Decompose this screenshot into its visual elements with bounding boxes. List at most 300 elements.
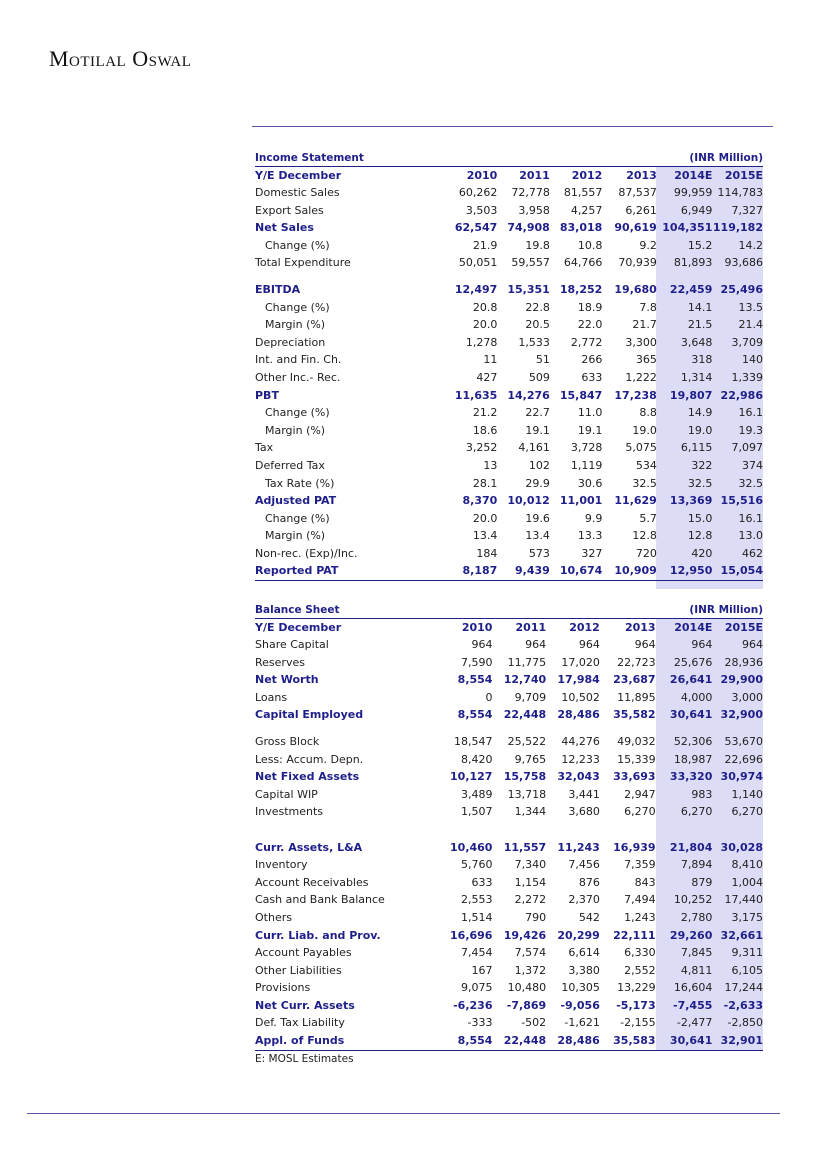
cell-value: -333: [467, 1016, 493, 1030]
table-row: [255, 909, 763, 927]
cell-value: 5,760: [460, 858, 493, 872]
cell-value: 8,554: [441, 1032, 493, 1050]
cell-value: 15.0: [687, 511, 713, 525]
cell-value: 13.3: [577, 529, 603, 543]
cell-value: 7.8: [639, 300, 657, 314]
cell-value: 19.0: [687, 423, 713, 437]
cell-value: [656, 724, 713, 733]
cell-value: 2,370: [568, 893, 600, 907]
cell-value: 81,557: [563, 186, 603, 199]
cell-value: 4,000: [680, 690, 713, 704]
row-label: Appl. of Funds: [255, 1032, 441, 1050]
year-end-label: Y/E December: [255, 619, 441, 637]
cell-value: 6,270: [731, 805, 763, 819]
row-label: Share Capital: [255, 638, 329, 651]
cell-value: 28,936: [724, 655, 763, 669]
column-header-row: [255, 167, 763, 185]
cell-value: 21.5: [687, 318, 713, 332]
cell-value: 4,811: [680, 963, 713, 977]
cell-value: 22.8: [525, 300, 550, 314]
row-label: Net Fixed Assets: [255, 770, 360, 784]
cell-value: 29,260: [669, 928, 713, 942]
cell-value: 1,243: [624, 910, 656, 924]
cell-value: 843: [634, 875, 656, 889]
cell-value: 90,619: [614, 221, 657, 235]
cell-value: 3,300: [625, 335, 657, 349]
row-label: Others: [255, 910, 292, 924]
spacer-row: [255, 724, 763, 733]
cell-value: 19.8: [525, 238, 550, 252]
cell-value: 13.5: [738, 300, 763, 314]
row-label: Other Inc.- Rec.: [255, 370, 341, 384]
table-row: [255, 254, 763, 272]
table-row: [255, 856, 763, 874]
cell-value: 29,900: [720, 673, 763, 687]
cell-value: 21,804: [669, 840, 713, 854]
cell-value: 22,111: [613, 928, 656, 942]
row-label: Net Sales: [255, 221, 314, 235]
cell-value: 16,604: [673, 981, 713, 995]
cell-value: 12.8: [687, 529, 713, 543]
cell-value: 1,140: [731, 787, 763, 801]
cell-value: 3,958: [518, 203, 550, 217]
cell-value: 11,635: [454, 388, 498, 402]
cell-value: 4,257: [570, 203, 603, 217]
cell-value: 17,238: [614, 388, 657, 402]
cell-value: 8,420: [460, 752, 493, 766]
year-header: 2011: [497, 167, 550, 185]
cell-value: 374: [742, 458, 763, 472]
cell-value: 14.2: [738, 238, 763, 252]
cell-value: 22,459: [669, 282, 713, 296]
row-label: Margin (%): [265, 318, 326, 332]
cell-value: 32.5: [632, 476, 657, 490]
cell-value: 33,693: [613, 770, 656, 784]
year-header: 2014E: [656, 619, 713, 637]
table-row: [255, 492, 763, 510]
table-row: [255, 457, 763, 475]
income-statement-table: [255, 151, 763, 581]
spacer-row: [255, 272, 763, 281]
cell-value: 16.1: [738, 511, 763, 525]
table-row: [255, 299, 763, 317]
table-row: [255, 202, 763, 220]
cell-value: 20.0: [472, 511, 498, 525]
table-row: [255, 839, 763, 857]
cell-value: 8,187: [447, 562, 497, 580]
cell-value: 22,696: [724, 752, 763, 766]
table-row: [255, 636, 763, 654]
cell-value: [657, 272, 713, 281]
cell-value: 35,582: [613, 708, 656, 722]
cell-value: 11,895: [617, 690, 656, 704]
cell-value: 3,680: [568, 805, 600, 819]
cell-value: 1,222: [625, 370, 657, 384]
cell-value: 9.9: [584, 511, 603, 525]
cell-value: [492, 821, 546, 839]
cell-value: 21.4: [738, 318, 763, 332]
cell-value: 2,272: [514, 893, 547, 907]
cell-value: 9,765: [514, 752, 547, 766]
cell-value: 12,950: [657, 562, 713, 580]
cell-value: 6,949: [680, 203, 713, 217]
table-row: [255, 439, 763, 457]
cell-value: -7,455: [673, 998, 713, 1012]
cell-value: 16.1: [738, 406, 763, 420]
cell-value: 2,947: [624, 787, 656, 801]
cell-value: 0: [485, 690, 493, 704]
cell-value: 1,278: [465, 335, 498, 349]
row-label: [255, 272, 447, 281]
cell-value: 20.8: [472, 300, 498, 314]
cell-value: 30,028: [720, 840, 763, 854]
cell-value: 964: [525, 638, 547, 651]
cell-value: 266: [581, 353, 603, 367]
cell-value: 6,270: [624, 805, 656, 819]
cell-value: 3,709: [731, 335, 763, 349]
cell-value: 14.1: [687, 300, 713, 314]
row-label: Provisions: [255, 981, 311, 995]
year-header: 2015E: [712, 167, 763, 185]
row-label: Gross Block: [255, 734, 320, 748]
cell-value: 15,847: [559, 388, 603, 402]
table-row: [255, 404, 763, 422]
cell-value: 25,522: [507, 734, 547, 748]
row-label: Loans: [255, 690, 288, 704]
spacer-row: [255, 821, 763, 839]
cell-value: 87,537: [618, 186, 657, 199]
cell-value: 25,676: [673, 655, 713, 669]
table-row: [255, 891, 763, 909]
cell-value: -502: [521, 1016, 547, 1030]
cell-value: 542: [578, 910, 600, 924]
cell-value: 22,448: [492, 1032, 546, 1050]
cell-value: 99,959: [673, 186, 713, 199]
header-rule: [252, 126, 773, 127]
row-label: Less: Accum. Depn.: [255, 752, 364, 766]
table-row: [255, 786, 763, 804]
cell-value: 20,299: [557, 928, 600, 942]
row-label: Account Payables: [255, 946, 352, 960]
cell-value: [546, 724, 600, 733]
cell-value: 16,939: [613, 840, 656, 854]
row-label: Reported PAT: [255, 562, 447, 580]
cell-value: 879: [691, 875, 713, 889]
table-row: [255, 927, 763, 945]
year-end-label: Y/E December: [255, 167, 447, 185]
table-row: [255, 979, 763, 997]
cell-value: 5,075: [625, 441, 657, 455]
cell-value: 322: [691, 458, 713, 472]
cell-value: 20.5: [525, 318, 550, 332]
cell-value: 12,233: [561, 752, 600, 766]
cell-value: 11,775: [507, 655, 547, 669]
cell-value: 5.7: [639, 511, 657, 525]
cell-value: 49,032: [617, 734, 656, 748]
row-label: Total Expenditure: [255, 256, 351, 270]
table-title: Income Statement: [255, 152, 364, 164]
cell-value: 72,778: [511, 186, 550, 199]
cell-value: 1,533: [518, 335, 550, 349]
row-label: Export Sales: [255, 203, 324, 217]
cell-value: 9,075: [460, 981, 493, 995]
cell-value: 30,641: [656, 1032, 713, 1050]
cell-value: 28,486: [546, 1032, 600, 1050]
cell-value: -5,173: [616, 998, 656, 1012]
table-row: [255, 475, 763, 493]
cell-value: 534: [635, 458, 657, 472]
cell-value: 10,460: [450, 840, 493, 854]
cell-value: 19.3: [738, 423, 763, 437]
table-row: [255, 1032, 763, 1050]
cell-value: 8,370: [462, 494, 498, 508]
row-label: Net Worth: [255, 673, 319, 687]
cell-value: 11,629: [614, 494, 657, 508]
cell-value: 74,908: [507, 221, 550, 235]
table-row: [255, 997, 763, 1015]
table-row: [255, 184, 763, 202]
cell-value: 32,043: [557, 770, 600, 784]
cell-value: 11,001: [559, 494, 603, 508]
balance-sheet-section: [255, 603, 763, 1051]
cell-value: -2,477: [676, 1016, 713, 1030]
cell-value: 70,939: [618, 256, 657, 270]
cell-value: 33,320: [669, 770, 713, 784]
cell-value: -2,850: [727, 1016, 763, 1030]
table-row: [255, 369, 763, 387]
cell-value: 28.1: [472, 476, 498, 490]
cell-value: 51: [535, 353, 550, 367]
cell-value: 633: [471, 875, 493, 889]
row-label: Int. and Fin. Ch.: [255, 353, 342, 367]
cell-value: 11: [483, 353, 498, 367]
cell-value: 1,507: [460, 805, 493, 819]
cell-value: 12,740: [503, 673, 547, 687]
cell-value: 7,574: [514, 946, 547, 960]
cell-value: 22,723: [617, 655, 656, 669]
table-row: [255, 527, 763, 545]
cell-value: 2,780: [680, 910, 713, 924]
cell-value: 983: [691, 787, 713, 801]
year-header: 2012: [546, 619, 600, 637]
cell-value: 7,454: [460, 946, 493, 960]
cell-value: 102: [528, 458, 550, 472]
cell-value: 7,097: [731, 441, 763, 455]
cell-value: 1,154: [514, 875, 547, 889]
cell-value: 32.5: [738, 476, 763, 490]
cell-value: 7,456: [568, 858, 600, 872]
footer-rule: [27, 1113, 780, 1114]
year-header: 2010: [441, 619, 493, 637]
cell-value: 462: [742, 546, 763, 560]
cell-value: 19.1: [525, 423, 550, 437]
cell-value: -1,621: [564, 1016, 600, 1030]
row-label: Capital WIP: [255, 787, 318, 801]
cell-value: 14.9: [687, 406, 713, 420]
table-row: [255, 689, 763, 707]
cell-value: 18,987: [673, 752, 713, 766]
cell-value: 13,718: [507, 787, 547, 801]
table-row: [255, 545, 763, 563]
cell-value: 4,161: [518, 441, 550, 455]
table-row: [255, 281, 763, 299]
cell-value: 1,314: [680, 370, 713, 384]
row-label: Non-rec. (Exp)/Inc.: [255, 546, 358, 560]
table-row: [255, 654, 763, 672]
cell-value: -2,633: [723, 998, 763, 1012]
cell-value: 964: [634, 638, 656, 651]
cell-value: 7,590: [460, 655, 493, 669]
cell-value: 60,262: [458, 186, 498, 199]
cell-value: 13,369: [669, 494, 713, 508]
table-row: [255, 334, 763, 352]
cell-value: [441, 724, 493, 733]
cell-value: [602, 272, 657, 281]
cell-value: 327: [581, 546, 603, 560]
table-row: [255, 316, 763, 334]
row-label: Margin (%): [265, 529, 326, 543]
cell-value: 19,807: [669, 388, 713, 402]
cell-value: 3,489: [460, 787, 493, 801]
table-row: [255, 874, 763, 892]
cell-value: 114,783: [717, 186, 763, 199]
cell-value: 11,557: [503, 840, 547, 854]
cell-value: 10,127: [450, 770, 493, 784]
cell-value: 93,686: [724, 256, 763, 270]
cell-value: [656, 821, 713, 839]
cell-value: 365: [635, 353, 657, 367]
cell-value: [497, 272, 550, 281]
cell-value: 13.0: [738, 529, 763, 543]
cell-value: 26,641: [669, 673, 713, 687]
row-label: Cash and Bank Balance: [255, 893, 385, 907]
cell-value: 3,441: [568, 787, 600, 801]
year-header: 2015E: [712, 619, 763, 637]
table-row: [255, 562, 763, 580]
cell-value: 6,105: [731, 963, 763, 977]
cell-value: 1,372: [514, 963, 547, 977]
table-title: Balance Sheet: [255, 604, 340, 616]
cell-value: 2,772: [570, 335, 603, 349]
table-title-row: [255, 151, 763, 167]
cell-value: 59,557: [511, 256, 550, 270]
cell-value: 6,614: [568, 946, 600, 960]
cell-value: 14,276: [507, 388, 550, 402]
cell-value: 17,440: [724, 893, 763, 907]
cell-value: 30,974: [720, 770, 763, 784]
row-label: Account Receivables: [255, 875, 369, 889]
column-header-row: [255, 619, 763, 637]
unit-label: (INR Million): [689, 604, 763, 616]
cell-value: 19,426: [503, 928, 547, 942]
cell-value: 9.2: [639, 238, 657, 252]
cell-value: 6,330: [624, 946, 656, 960]
table-title-row: [255, 603, 763, 619]
cell-value: 13.4: [472, 529, 498, 543]
cell-value: 427: [476, 370, 498, 384]
cell-value: 15,339: [617, 752, 656, 766]
cell-value: 64,766: [563, 256, 603, 270]
cell-value: 28,486: [557, 708, 600, 722]
cell-value: 3,175: [731, 910, 763, 924]
row-label: Margin (%): [265, 423, 326, 437]
cell-value: 11,243: [557, 840, 600, 854]
year-header: 2012: [550, 167, 603, 185]
cell-value: 25,496: [720, 282, 763, 296]
income-statement-section: [255, 151, 763, 581]
cell-value: 53,670: [724, 734, 763, 748]
cell-value: 19,680: [614, 282, 657, 296]
row-label: Curr. Liab. and Prov.: [255, 928, 381, 942]
cell-value: 10,252: [673, 893, 713, 907]
table-row: [255, 944, 763, 962]
cell-value: 10.8: [577, 238, 603, 252]
row-label: Tax: [255, 441, 274, 455]
cell-value: 9,709: [514, 690, 547, 704]
year-header: 2014E: [657, 167, 713, 185]
cell-value: 22,986: [720, 388, 763, 402]
cell-value: 119,182: [712, 221, 763, 235]
cell-value: 81,893: [673, 256, 713, 270]
cell-value: 964: [471, 638, 493, 651]
cell-value: 7,894: [680, 858, 713, 872]
cell-value: -7,869: [506, 998, 547, 1012]
row-label: [255, 724, 441, 733]
cell-value: [492, 724, 546, 733]
cell-value: 7,494: [624, 893, 656, 907]
cell-value: 21.7: [632, 318, 657, 332]
cell-value: 44,276: [561, 734, 600, 748]
cell-value: [441, 821, 493, 839]
cell-value: 52,306: [673, 734, 713, 748]
cell-value: 16,696: [450, 928, 493, 942]
cell-value: 167: [471, 963, 493, 977]
row-label: Net Curr. Assets: [255, 998, 355, 1012]
cell-value: 15,758: [503, 770, 547, 784]
cell-value: 10,480: [507, 981, 547, 995]
table-row: [255, 422, 763, 440]
cell-value: 9,311: [731, 946, 763, 960]
cell-value: 10,305: [561, 981, 600, 995]
cell-value: 1,344: [514, 805, 547, 819]
cell-value: 1,339: [731, 370, 763, 384]
cell-value: 22.7: [525, 406, 550, 420]
cell-value: 13: [483, 458, 498, 472]
cell-value: 21.2: [472, 406, 498, 420]
row-label: Tax Rate (%): [265, 476, 335, 490]
cell-value: 13,229: [617, 981, 656, 995]
year-header: 2011: [492, 619, 546, 637]
table-row: [255, 671, 763, 689]
cell-value: 83,018: [559, 221, 603, 235]
cell-value: 3,648: [680, 335, 713, 349]
cell-value: 7,327: [731, 203, 763, 217]
cell-value: [712, 724, 763, 733]
cell-value: 184: [476, 546, 498, 560]
cell-value: -2,155: [620, 1016, 656, 1030]
cell-value: 3,503: [465, 203, 498, 217]
cell-value: [600, 724, 656, 733]
cell-value: 7,359: [624, 858, 656, 872]
row-label: Change (%): [265, 300, 330, 314]
cell-value: 18.6: [472, 423, 498, 437]
cell-value: 22.0: [577, 318, 603, 332]
cell-value: 30,641: [669, 708, 713, 722]
cell-value: 17,984: [557, 673, 600, 687]
cell-value: 720: [635, 546, 657, 560]
cell-value: 35,583: [600, 1032, 656, 1050]
row-label: Curr. Assets, L&A: [255, 840, 363, 854]
